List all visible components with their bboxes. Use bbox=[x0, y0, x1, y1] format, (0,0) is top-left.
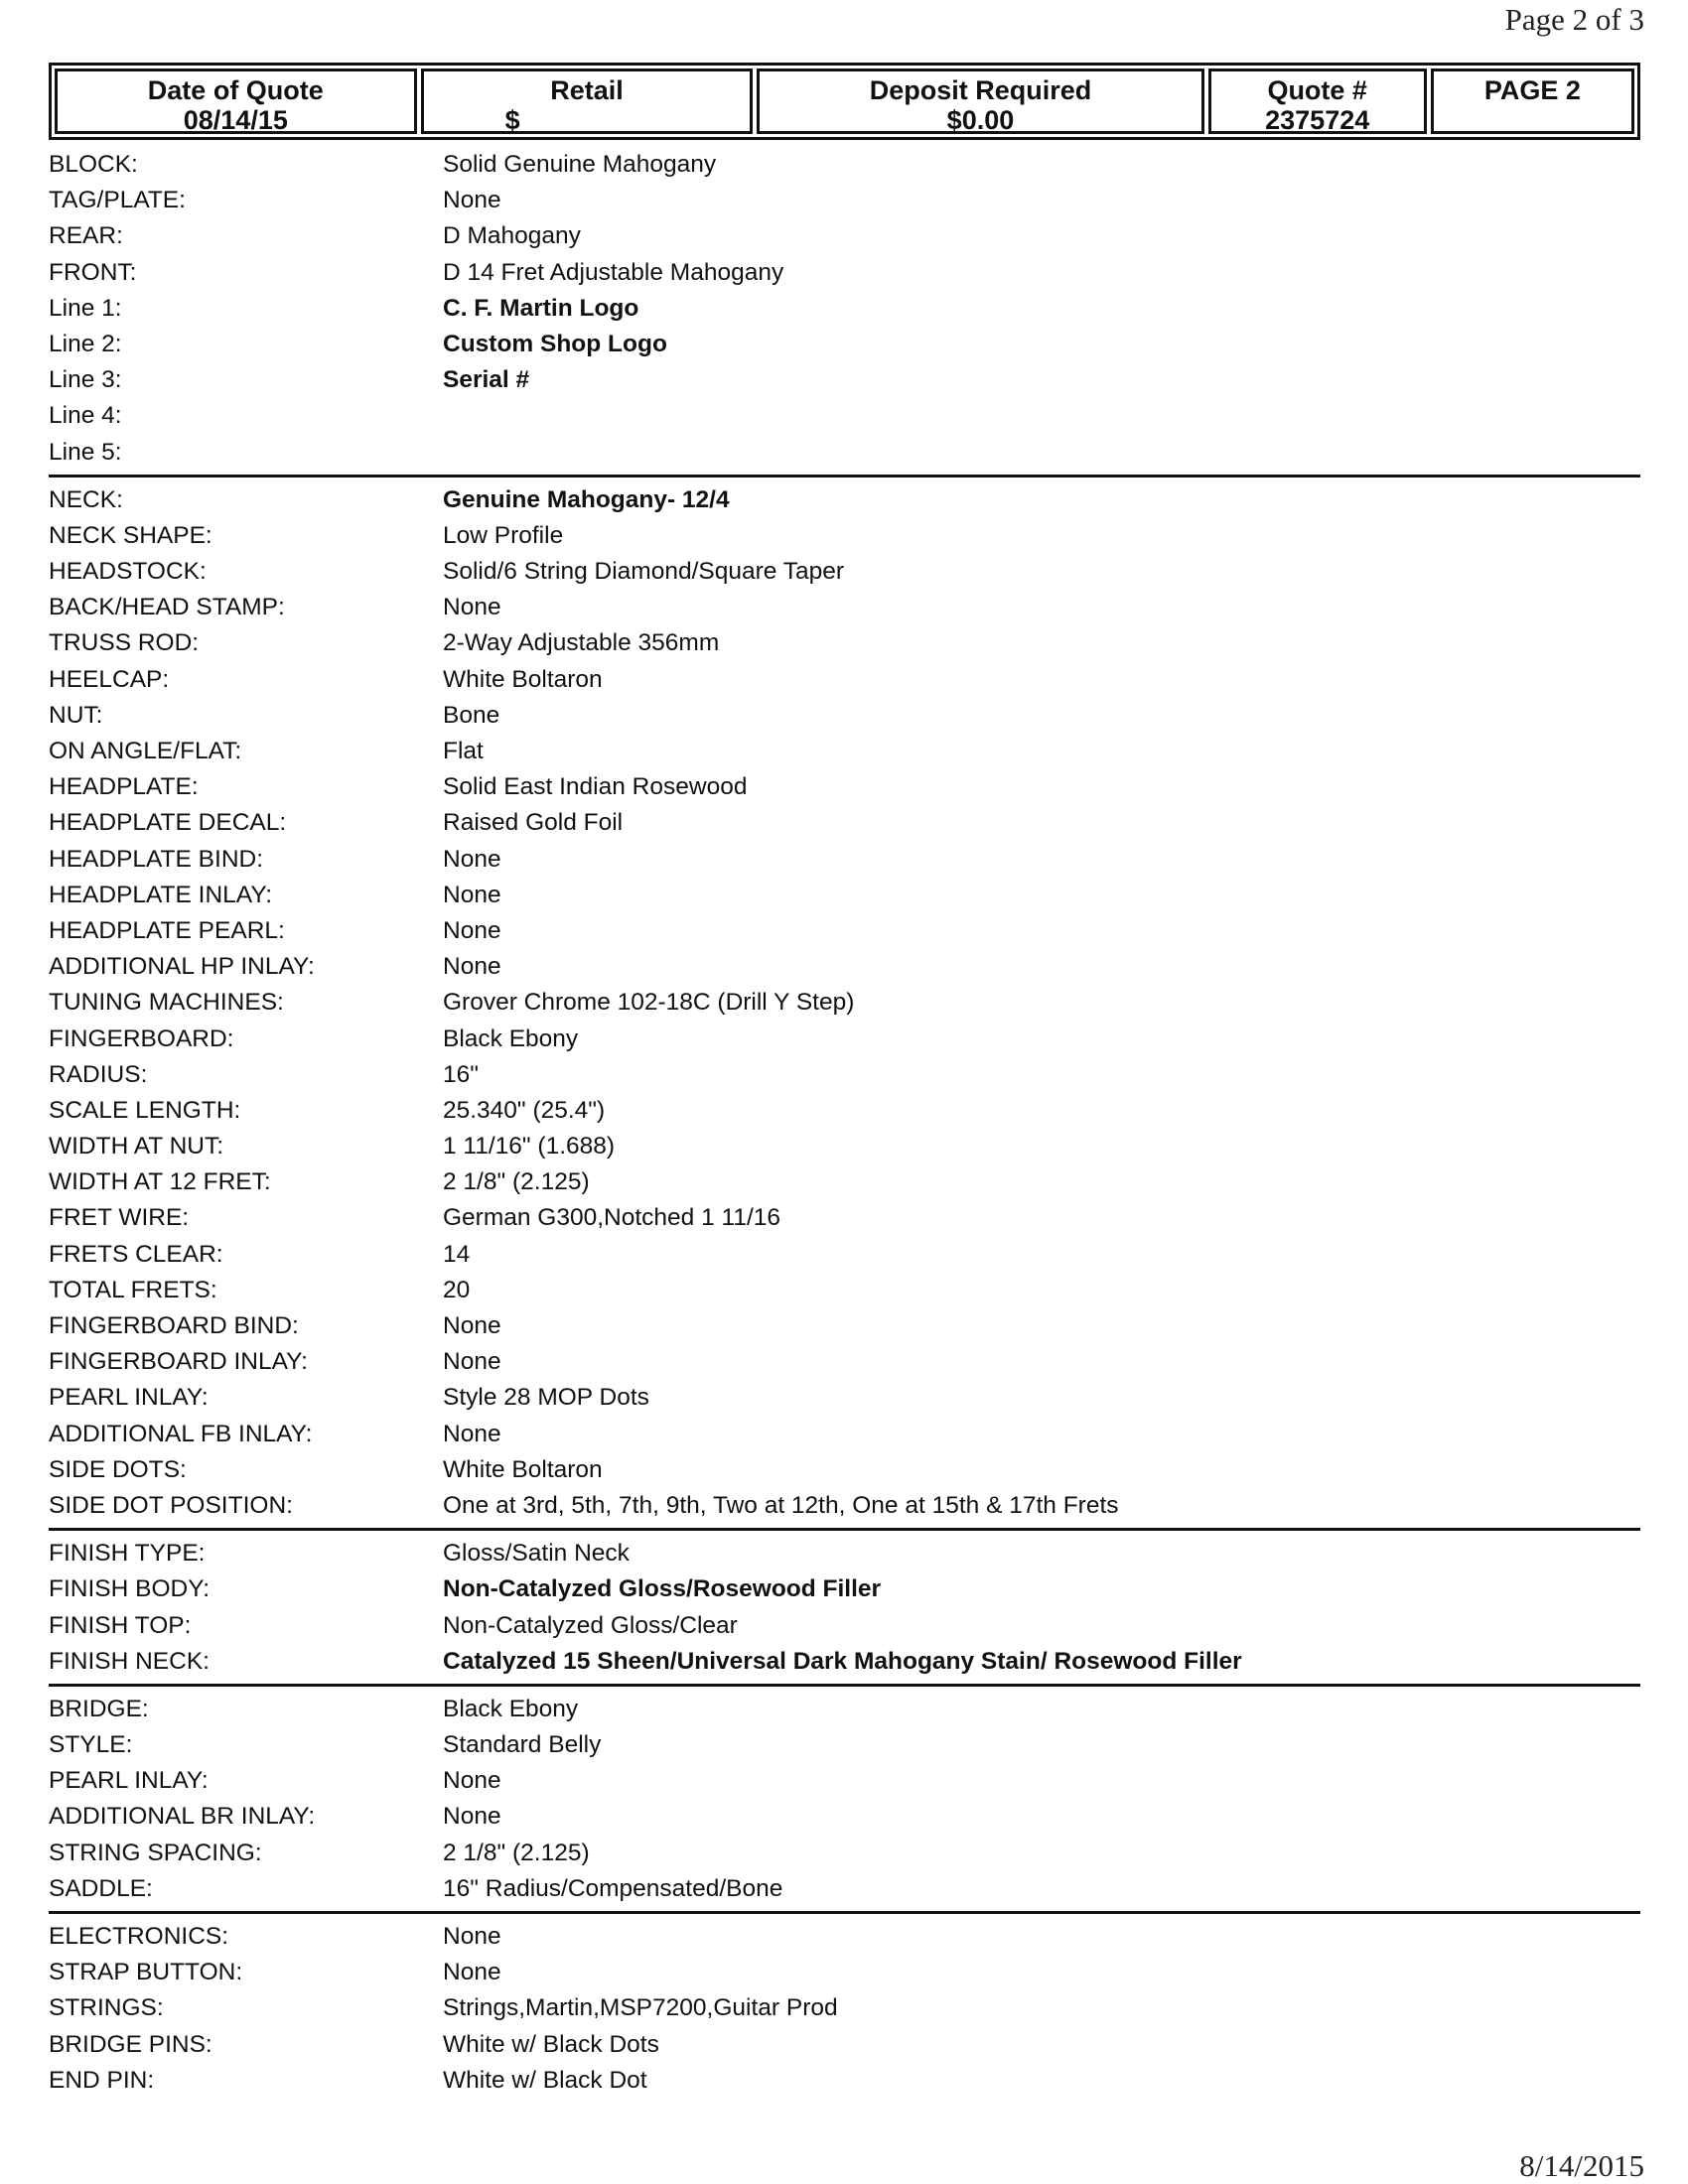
spec-row bbox=[49, 1093, 1640, 1129]
spec-row bbox=[49, 255, 1640, 291]
spec-row bbox=[49, 1571, 1640, 1607]
spec-value: None bbox=[443, 881, 501, 908]
spec-value: Custom Shop Logo bbox=[443, 330, 667, 357]
spec-label: ON ANGLE/FLAT: bbox=[49, 738, 242, 764]
spec-label: FRETS CLEAR: bbox=[49, 1240, 223, 1268]
spec-row bbox=[49, 2027, 1640, 2063]
spec-label: STYLE: bbox=[49, 1731, 133, 1759]
spec-value: Solid/6 String Diamond/Square Taper bbox=[443, 558, 845, 586]
spec-row bbox=[49, 1344, 1640, 1380]
spec-row bbox=[49, 1799, 1640, 1835]
spec-value: None bbox=[443, 845, 501, 873]
spec-label: BLOCK: bbox=[49, 151, 138, 178]
spec-label: NECK: bbox=[49, 485, 123, 513]
spec-label: Line 2: bbox=[49, 330, 122, 357]
spec-row bbox=[49, 1129, 1640, 1164]
spec-label: REAR: bbox=[49, 222, 123, 250]
spec-row bbox=[49, 398, 1640, 434]
spec-row bbox=[49, 1692, 1640, 1727]
spec-row bbox=[49, 554, 1640, 590]
spec-row bbox=[49, 734, 1640, 769]
deposit-required-value: $0.00 bbox=[946, 105, 1015, 135]
spec-value: 25.340" (25.4") bbox=[443, 1096, 606, 1124]
spec-value: Flat bbox=[443, 738, 484, 764]
spec-label: HEADPLATE BIND: bbox=[49, 845, 264, 873]
spec-row bbox=[49, 878, 1640, 913]
spec-row bbox=[49, 662, 1640, 698]
spec-label: HEADPLATE: bbox=[49, 773, 199, 801]
spec-label: Line 3: bbox=[49, 366, 122, 394]
spec-row bbox=[49, 913, 1640, 949]
spec-label: WIDTH AT NUT: bbox=[49, 1133, 224, 1160]
spec-row bbox=[49, 1608, 1640, 1644]
spec-value: D Mahogany bbox=[443, 222, 581, 250]
spec-label: HEELCAP: bbox=[49, 665, 170, 693]
spec-label: FRONT: bbox=[49, 258, 137, 286]
spec-label: Line 1: bbox=[49, 294, 122, 322]
page-number: Page 2 of 3 bbox=[1504, 2, 1644, 37]
spec-value: None bbox=[443, 953, 501, 981]
spec-row bbox=[49, 625, 1640, 661]
spec-label: FINGERBOARD INLAY: bbox=[49, 1348, 308, 1376]
spec-section bbox=[49, 1536, 1640, 1687]
spec-value: None bbox=[443, 187, 501, 214]
spec-section bbox=[49, 1692, 1640, 1914]
deposit-required-cell bbox=[757, 68, 1203, 134]
spec-value: Catalyzed 15 Sheen/Universal Dark Mahogany Stain/ Rosewood Filler bbox=[443, 1647, 1242, 1675]
spec-value: None bbox=[443, 1803, 501, 1831]
spec-value: 2 1/8" (2.125) bbox=[443, 1168, 590, 1196]
spec-value: Bone bbox=[443, 701, 500, 729]
spec-row bbox=[49, 482, 1640, 518]
spec-label: RADIUS: bbox=[49, 1060, 148, 1088]
spec-row bbox=[49, 1955, 1640, 1990]
date-of-quote-label: Date of Quote bbox=[147, 75, 324, 105]
spec-value: Low Profile bbox=[443, 521, 564, 549]
spec-label: Line 4: bbox=[49, 402, 122, 430]
spec-row bbox=[49, 1919, 1640, 1955]
spec-label: PEARL INLAY: bbox=[49, 1384, 209, 1412]
spec-value: C. F. Martin Logo bbox=[443, 294, 639, 322]
page-label: PAGE 2 bbox=[1483, 75, 1581, 105]
spec-value: None bbox=[443, 594, 501, 621]
spec-label: FINISH BODY: bbox=[49, 1575, 211, 1603]
spec-label: STRING SPACING: bbox=[49, 1839, 262, 1866]
spec-label: NECK SHAPE: bbox=[49, 521, 212, 549]
quote-number-label: Quote # bbox=[1267, 75, 1367, 105]
spec-value: 2 1/8" (2.125) bbox=[443, 1839, 590, 1866]
spec-label: TUNING MACHINES: bbox=[49, 989, 284, 1017]
spec-label: SADDLE: bbox=[49, 1874, 153, 1902]
spec-label: TRUSS ROD: bbox=[49, 629, 200, 657]
spec-value: 14 bbox=[443, 1240, 471, 1268]
spec-value: None bbox=[443, 1420, 501, 1447]
spec-row bbox=[49, 218, 1640, 254]
spec-label: BRIDGE: bbox=[49, 1695, 149, 1722]
spec-value: Standard Belly bbox=[443, 1731, 602, 1759]
spec-value: Raised Gold Foil bbox=[443, 809, 624, 837]
spec-row bbox=[49, 1763, 1640, 1799]
spec-label: SIDE DOT POSITION: bbox=[49, 1491, 293, 1519]
spec-value: Style 28 MOP Dots bbox=[443, 1384, 649, 1412]
spec-value: Black Ebony bbox=[443, 1695, 579, 1722]
spec-label: FINISH TYPE: bbox=[49, 1540, 206, 1568]
spec-label: ELECTRONICS: bbox=[49, 1923, 229, 1950]
spec-value: White w/ Black Dots bbox=[443, 2030, 659, 2058]
spec-value: Grover Chrome 102-18C (Drill Y Step) bbox=[443, 989, 855, 1017]
spec-value: None bbox=[443, 1767, 501, 1795]
spec-label: PEARL INLAY: bbox=[49, 1767, 209, 1795]
spec-label: HEADPLATE PEARL: bbox=[49, 916, 285, 944]
spec-row bbox=[49, 183, 1640, 218]
spec-value: Genuine Mahogany- 12/4 bbox=[443, 485, 730, 513]
spec-row bbox=[49, 1644, 1640, 1680]
spec-label: BRIDGE PINS: bbox=[49, 2030, 212, 2058]
spec-section bbox=[49, 482, 1640, 1531]
spec-list bbox=[49, 147, 1640, 2108]
spec-label: TAG/PLATE: bbox=[49, 187, 186, 214]
spec-label: HEADSTOCK: bbox=[49, 558, 207, 586]
spec-label: NUT: bbox=[49, 701, 103, 729]
spec-value: Solid East Indian Rosewood bbox=[443, 773, 748, 801]
spec-value: Black Ebony bbox=[443, 1024, 579, 1052]
spec-row bbox=[49, 1057, 1640, 1093]
spec-label: Line 5: bbox=[49, 438, 122, 466]
spec-row bbox=[49, 1164, 1640, 1200]
spec-label: ADDITIONAL BR INLAY: bbox=[49, 1803, 316, 1831]
spec-value: German G300,Notched 1 11/16 bbox=[443, 1204, 781, 1232]
spec-label: SIDE DOTS: bbox=[49, 1455, 187, 1483]
spec-label: STRINGS: bbox=[49, 1994, 164, 2022]
spec-value: Non-Catalyzed Gloss/Clear bbox=[443, 1611, 738, 1639]
spec-row bbox=[49, 698, 1640, 734]
spec-value: 1 11/16" (1.688) bbox=[443, 1133, 616, 1160]
spec-row bbox=[49, 805, 1640, 841]
spec-row bbox=[49, 2063, 1640, 2099]
spec-row bbox=[49, 1836, 1640, 1871]
spec-label: FINGERBOARD BIND: bbox=[49, 1312, 299, 1339]
spec-value: 16" bbox=[443, 1060, 479, 1088]
date-of-quote-cell bbox=[55, 68, 417, 134]
spec-row bbox=[49, 518, 1640, 554]
spec-row bbox=[49, 327, 1640, 362]
spec-value: Gloss/Satin Neck bbox=[443, 1540, 630, 1568]
footer-date: 8/14/2015 bbox=[1519, 2148, 1644, 2183]
spec-value: Solid Genuine Mahogany bbox=[443, 151, 717, 178]
spec-value: 2-Way Adjustable 356mm bbox=[443, 629, 720, 657]
spec-value: None bbox=[443, 1923, 501, 1950]
quote-number-cell bbox=[1208, 68, 1427, 134]
spec-section bbox=[49, 1919, 1640, 2103]
retail-cell bbox=[421, 68, 754, 134]
quote-number-value: 2375724 bbox=[1265, 105, 1370, 135]
spec-section bbox=[49, 147, 1640, 478]
spec-row bbox=[49, 1417, 1640, 1452]
spec-row bbox=[49, 1200, 1640, 1236]
retail-value: $ bbox=[504, 105, 520, 135]
deposit-required-label: Deposit Required bbox=[869, 75, 1092, 105]
spec-row bbox=[49, 1380, 1640, 1416]
spec-row bbox=[49, 1452, 1640, 1488]
spec-row bbox=[49, 1871, 1640, 1907]
spec-label: END PIN: bbox=[49, 2066, 155, 2094]
spec-row bbox=[49, 1237, 1640, 1273]
spec-row bbox=[49, 1990, 1640, 2026]
spec-label: BACK/HEAD STAMP: bbox=[49, 594, 285, 621]
spec-label: ADDITIONAL FB INLAY: bbox=[49, 1420, 313, 1447]
spec-value: Serial # bbox=[443, 366, 530, 394]
date-of-quote-value: 08/14/15 bbox=[183, 105, 288, 135]
spec-row bbox=[49, 769, 1640, 805]
spec-label: TOTAL FRETS: bbox=[49, 1276, 217, 1303]
spec-row bbox=[49, 1022, 1640, 1057]
spec-value: 16" Radius/Compensated/Bone bbox=[443, 1874, 783, 1902]
spec-row bbox=[49, 1536, 1640, 1571]
spec-label: HEADPLATE INLAY: bbox=[49, 881, 273, 908]
spec-value: D 14 Fret Adjustable Mahogany bbox=[443, 258, 784, 286]
spec-value: White Boltaron bbox=[443, 665, 603, 693]
spec-row bbox=[49, 590, 1640, 625]
spec-label: ADDITIONAL HP INLAY: bbox=[49, 953, 315, 981]
spec-value: None bbox=[443, 1312, 501, 1339]
spec-value: None bbox=[443, 1348, 501, 1376]
spec-row bbox=[49, 362, 1640, 398]
spec-value: 20 bbox=[443, 1276, 471, 1303]
spec-row bbox=[49, 435, 1640, 471]
retail-label: Retail bbox=[550, 75, 624, 105]
spec-label: FRET WIRE: bbox=[49, 1204, 190, 1232]
spec-row bbox=[49, 1727, 1640, 1763]
spec-value: None bbox=[443, 916, 501, 944]
spec-row bbox=[49, 842, 1640, 878]
spec-row bbox=[49, 291, 1640, 327]
quote-header-table bbox=[49, 63, 1640, 140]
spec-label: HEADPLATE DECAL: bbox=[49, 809, 287, 837]
spec-row bbox=[49, 1308, 1640, 1344]
spec-row bbox=[49, 147, 1640, 183]
spec-row bbox=[49, 1273, 1640, 1308]
spec-label: FINGERBOARD: bbox=[49, 1024, 234, 1052]
page-label-cell bbox=[1431, 68, 1634, 134]
spec-label: FINISH TOP: bbox=[49, 1611, 192, 1639]
spec-value: White w/ Black Dot bbox=[443, 2066, 647, 2094]
spec-row bbox=[49, 1488, 1640, 1524]
spec-value: White Boltaron bbox=[443, 1455, 603, 1483]
spec-value: Strings,Martin,MSP7200,Guitar Prod bbox=[443, 1994, 838, 2022]
spec-value: Non-Catalyzed Gloss/Rosewood Filler bbox=[443, 1575, 882, 1603]
spec-label: WIDTH AT 12 FRET: bbox=[49, 1168, 271, 1196]
spec-row bbox=[49, 985, 1640, 1021]
spec-label: STRAP BUTTON: bbox=[49, 1959, 243, 1986]
spec-label: FINISH NECK: bbox=[49, 1647, 210, 1675]
spec-value: None bbox=[443, 1959, 501, 1986]
spec-value: One at 3rd, 5th, 7th, 9th, Two at 12th, One at 15th & 17th Frets bbox=[443, 1491, 1119, 1519]
spec-row bbox=[49, 949, 1640, 985]
spec-label: SCALE LENGTH: bbox=[49, 1096, 241, 1124]
